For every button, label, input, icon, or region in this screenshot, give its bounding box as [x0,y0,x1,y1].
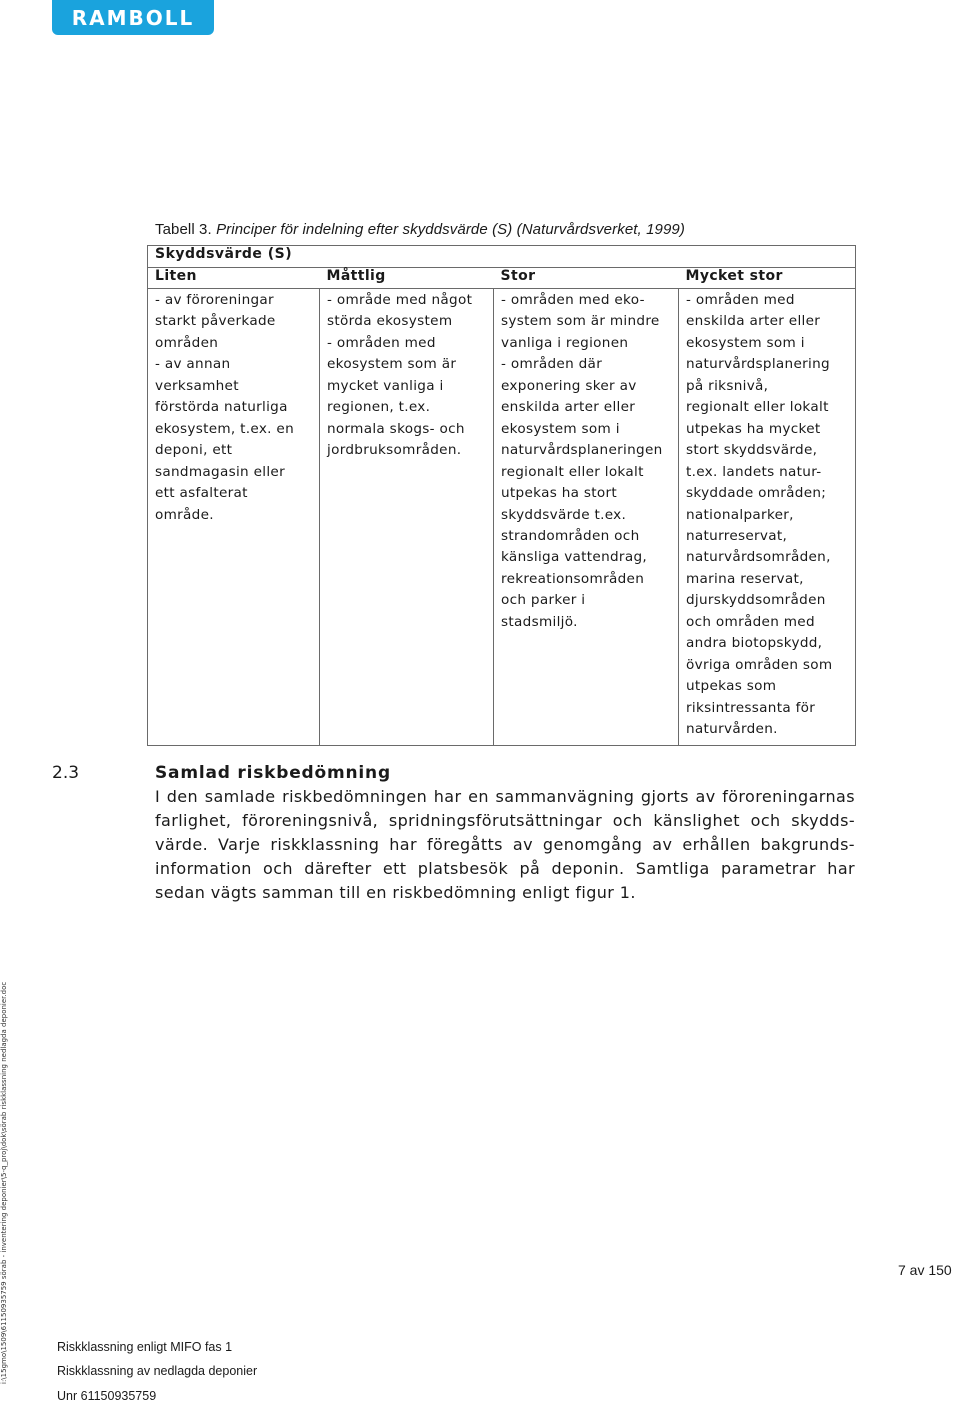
cell-line: utpekas ha mycket [686,420,821,437]
cell-line: vanliga i regionen [501,334,629,351]
cell-line: nationalparker, [686,506,794,523]
cell-line: regionalt eller lokalt [501,463,644,480]
cell-line: regionalt eller lokalt [686,399,829,416]
cell-line: deponi, ett [155,442,233,459]
ramboll-logo [52,0,214,35]
table-caption-label: Tabell 3. [155,221,212,238]
cell-line: regionen, t.ex. [327,399,431,416]
cell-line: jordbruksområden. [327,442,462,459]
cell-mattlig [320,289,494,746]
cell-line: strandområden och [501,527,640,544]
cell-line: enskilda arter eller [686,313,821,330]
cell-line: stadsmiljö. [501,613,578,630]
cell-line: - områden där [501,356,603,373]
cell-line: områden [155,334,219,351]
cell-line: och parker i [501,592,586,609]
cell-line: känsliga vattendrag, [501,549,648,566]
footer-line-2: Riskklassning av nedlagda deponier [57,1364,258,1378]
cell-line: naturvårdsplaneringen [501,442,663,459]
cell-line: riksintressanta för [686,699,816,716]
cell-line: naturvårdsområden, [686,549,831,566]
page-number: 7 av 150 [898,1262,952,1278]
cell-line: naturvården. [686,721,778,738]
table-body-row [148,289,856,746]
column-header-mycket-stor: Mycket stor [679,268,856,289]
cell-line: utpekas ha stort [501,485,618,502]
cell-line: övriga områden som [686,656,833,673]
section-heading: Samlad riskbedömning [155,763,391,783]
cell-line: djurskyddsområden [686,592,826,609]
section-paragraph [155,785,855,905]
svg-text:RAMBOLL: RAMBOLL [71,5,195,30]
cell-line: och områden med [686,613,815,630]
paragraph-line: I den samlade riskbedömningen har en sammanvägning gjorts av föroreningarnas [155,787,855,806]
paragraph-line: farlighet, föroreningsnivå, spridningsförutsättningar och känslighet och skydds- [155,811,855,830]
cell-line: skyddsvärde t.ex. [501,506,627,523]
cell-mycket-stor [679,289,856,746]
table-title: Skyddsvärde (S) [148,246,856,268]
cell-line: system som är mindre [501,313,660,330]
cell-line: starkt påverkade [155,313,276,330]
cell-line: område. [155,506,214,523]
cell-line: ett asfalterat [155,485,248,502]
cell-liten [148,289,320,746]
table-caption-text: Principer för indelning efter skyddsvärde (S) (Naturvårdsverket, 1999) [216,221,685,238]
cell-line: verksamhet [155,377,239,394]
column-header-mattlig: Måttlig [320,268,494,289]
cell-line: andra biotopskydd, [686,635,823,652]
cell-line: rekreationsområden [501,570,645,587]
skyddsvarde-table [147,245,856,746]
cell-line: naturreservat, [686,527,788,544]
paragraph-line: sedan vägts samman till en riskbedömning enligt figur 1. [155,883,636,902]
cell-line: - områden med [686,292,795,308]
cell-line: enskilda arter eller [501,399,636,416]
cell-line: skyddade områden; [686,485,827,502]
cell-line: t.ex. landets natur- [686,463,822,480]
column-header-liten: Liten [148,268,320,289]
cell-line: utpekas som [686,678,777,695]
cell-line: ekosystem, t.ex. en [155,420,294,437]
column-header-stor: Stor [494,268,679,289]
cell-line: sandmagasin eller [155,463,285,480]
cell-line: - av annan [155,356,231,373]
cell-line: ekosystem som i [501,420,620,437]
cell-line: förstörda naturliga [155,399,288,416]
cell-line: stort skyddsvärde, [686,442,818,459]
cell-line: marina reservat, [686,570,804,587]
ramboll-logo-mark [63,5,203,31]
footer-line-1: Riskklassning enligt MIFO fas 1 [57,1340,233,1354]
cell-line: mycket vanliga i [327,377,444,394]
cell-line: störda ekosystem [327,313,453,330]
cell-line: naturvårdsplanering [686,356,830,373]
cell-line: ekosystem som är [327,356,457,373]
cell-line: normala skogs- och [327,420,465,437]
footer-line-3: Unr 61150935759 [57,1389,157,1403]
cell-stor [494,289,679,746]
table-caption [155,221,685,238]
cell-line: - områden med [327,334,436,351]
paragraph-line: värde. Varje riskklassning har föregåtts av genomgång av erhållen bakgrunds- [155,835,855,854]
cell-line: exponering sker av [501,377,637,394]
cell-line: - områden med eko- [501,292,645,308]
cell-line: - av föroreningar [155,292,274,308]
side-file-path: i:\15gmo\1509\61150935759 sörab - inventering deponier\5-q_proj\dok\sörab riskklassning nedlagda deponier.doc [0,981,8,1384]
cell-line: - område med något [327,292,473,308]
cell-line: på riksnivå, [686,377,769,394]
section-number: 2.3 [52,763,80,783]
cell-line: ekosystem som i [686,334,805,351]
paragraph-line: information och därefter ett platsbesök på deponin. Samtliga parametrar har [155,859,855,878]
